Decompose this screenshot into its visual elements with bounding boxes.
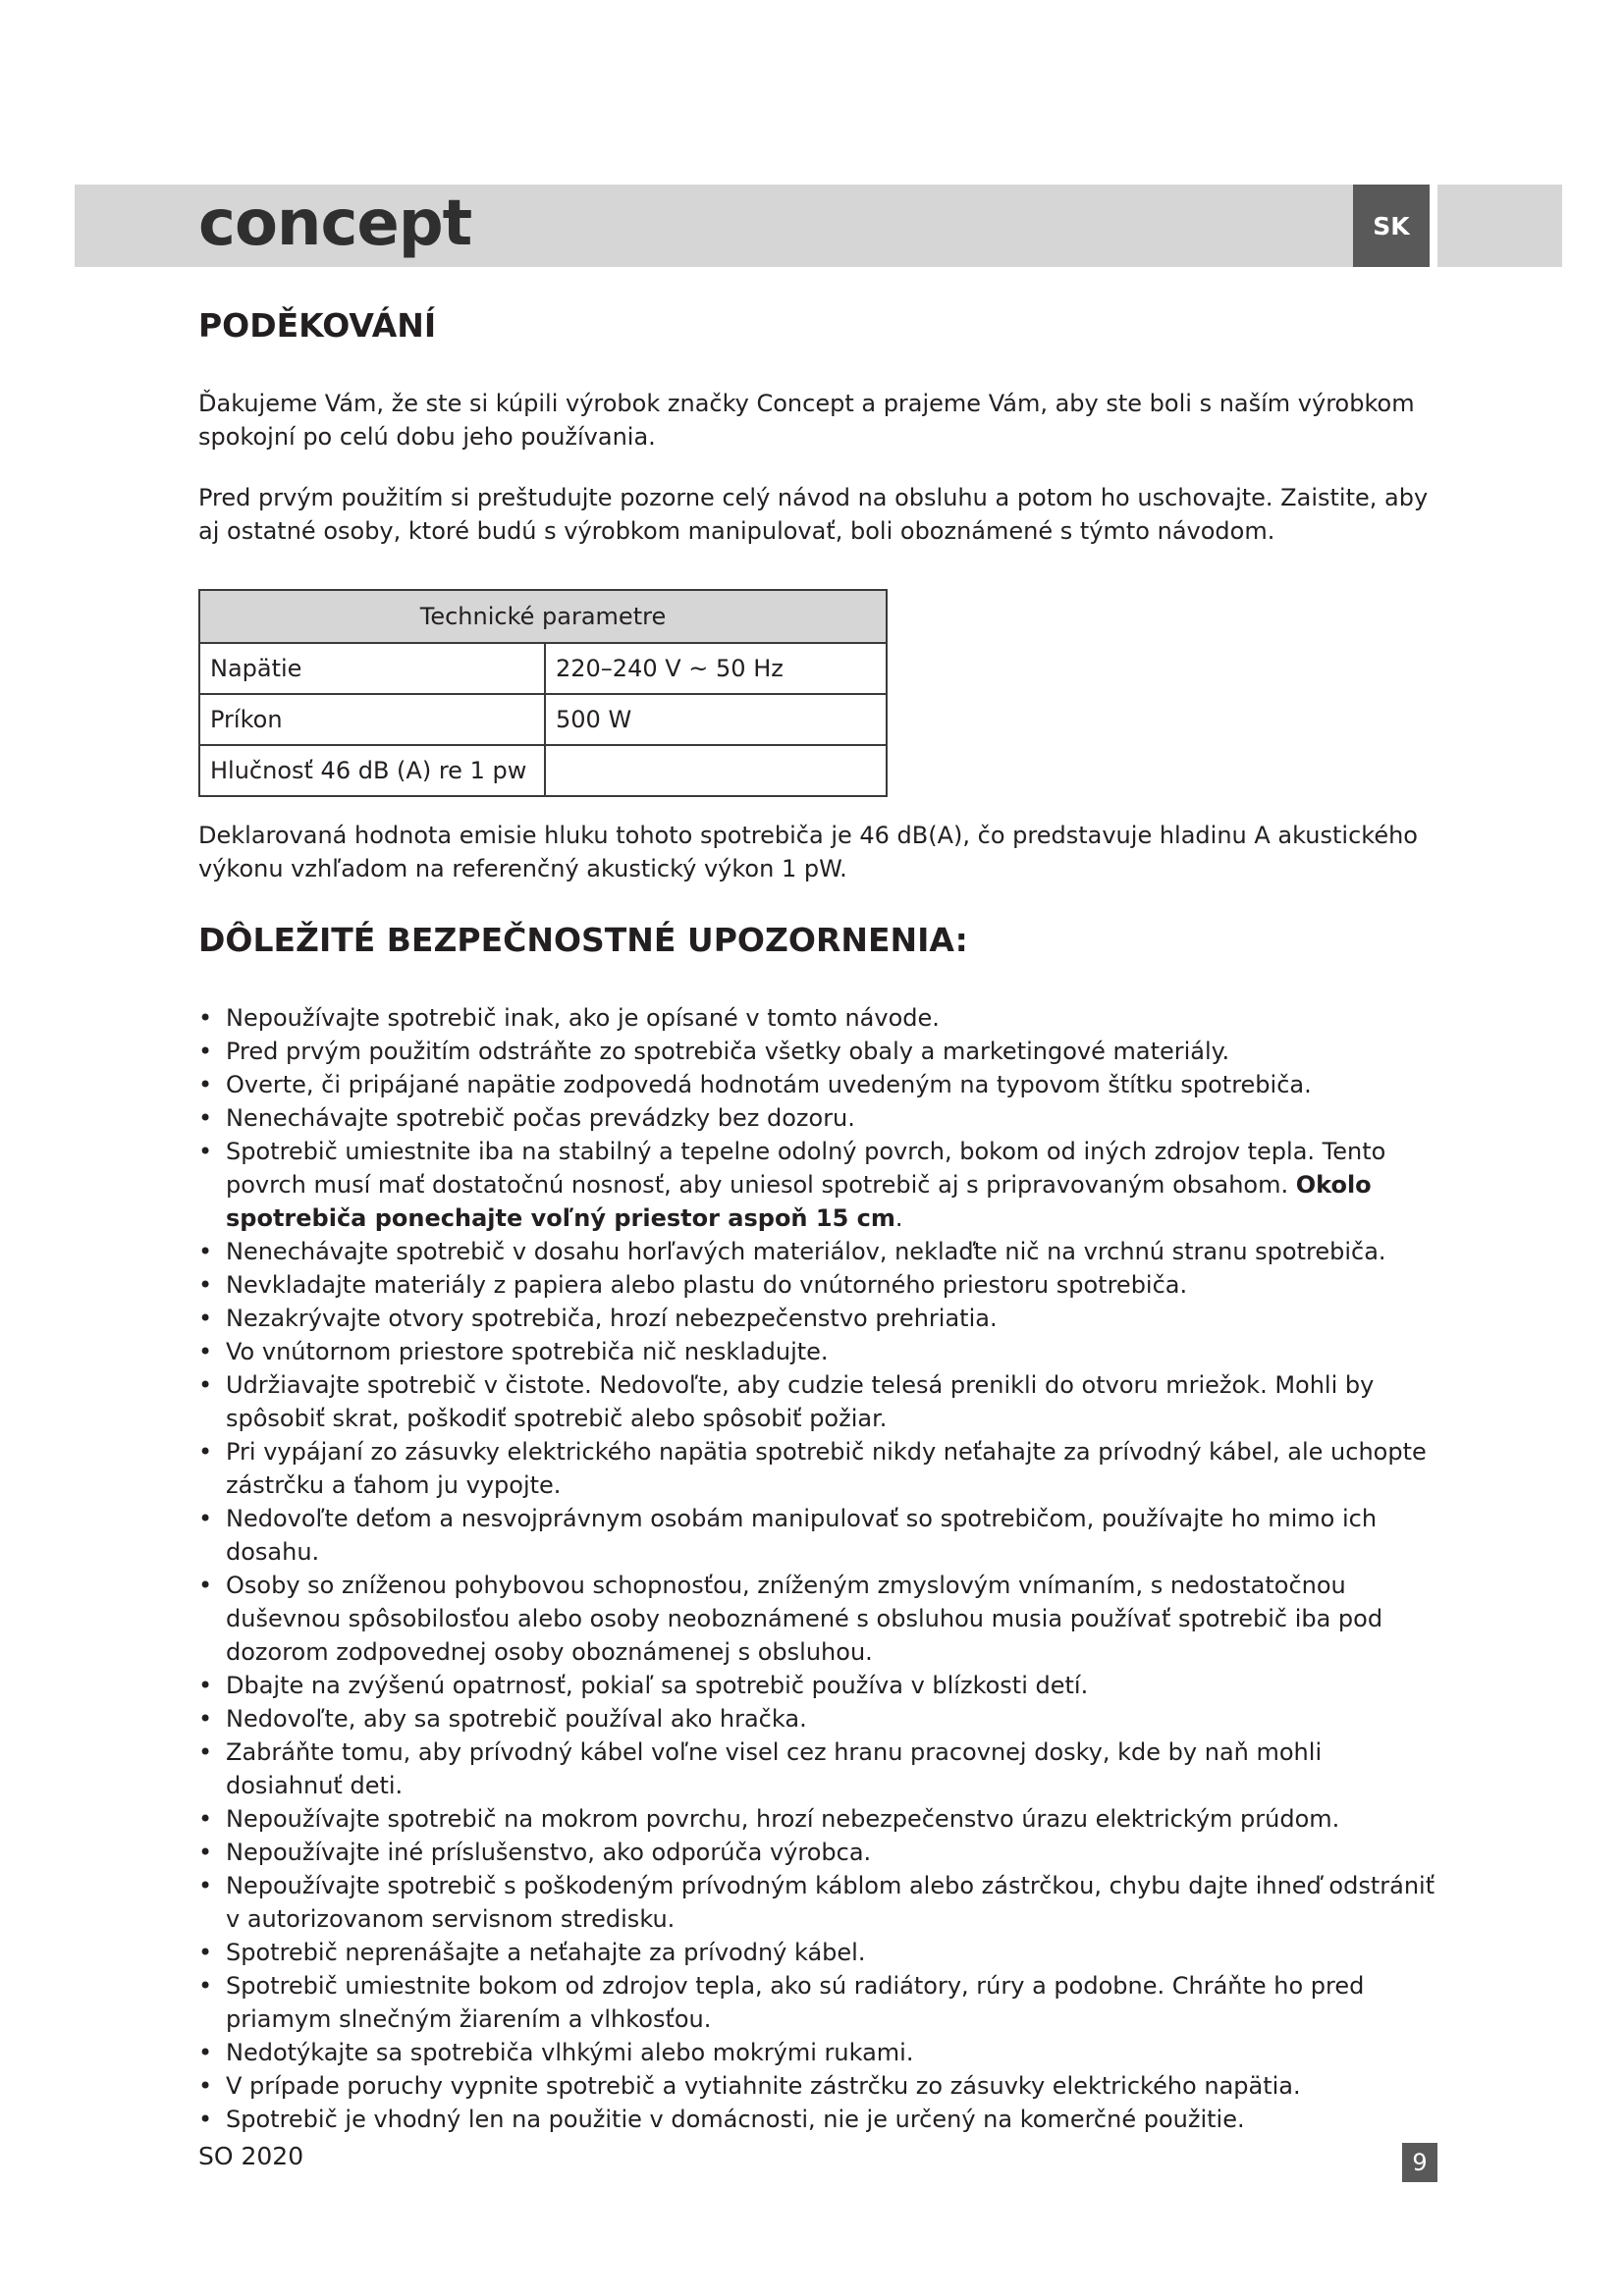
list-item [198,1101,1435,1135]
spec-table [198,589,888,797]
bullet-icon: • [198,1972,213,2000]
spec-value: 500 W [545,694,887,745]
spec-table-heading: Technické parametre [199,590,887,643]
safety-title: DÔLEŽITÉ BEZPEČNOSTNÉ UPOZORNENIA: [198,921,968,959]
bullet-icon: • [198,1505,213,1532]
bullet-icon: • [198,1738,213,1766]
bullet-icon: • [198,1438,213,1466]
list-item-text: Overte, či pripájané napätie zodpovedá hodnotám uvedeným na typovom štítku spotrebiča. [226,1071,1312,1098]
list-item [198,1569,1435,1669]
language-badge: SK [1353,185,1430,267]
list-item [198,1368,1435,1435]
list-item-emphasis: Okolo spotrebiča ponechajte voľný priestor aspoň 15 cm [226,1171,1372,1232]
spec-value [545,745,887,796]
bullet-icon: • [198,1839,213,1866]
list-item-text: Nevkladajte materiály z papiera alebo plastu do vnútorného priestoru spotrebiča. [226,1271,1188,1299]
list-item [198,2103,1435,2136]
list-item [198,1135,1435,1235]
list-item [198,2036,1435,2069]
list-item-text: Nepoužívajte spotrebič inak, ako je opísané v tomto návode. [226,1004,940,1032]
list-item-text: Nedovoľte, aby sa spotrebič používal ako hračka. [226,1705,807,1733]
concept-logo: concept [198,187,472,260]
list-item-text: Nepoužívajte spotrebič na mokrom povrchu, hrozí nebezpečenstvo úrazu elektrickým prúdom. [226,1805,1340,1833]
bullet-icon: • [198,1872,213,1899]
noise-note: Deklarovaná hodnota emisie hluku tohoto spotrebiča je 46 dB(A), čo predstavuje hladinu A akustického výkonu vzhľadom na referenčný akustický výkon 1 pW. [198,822,1418,882]
table-row [199,745,887,796]
list-item-text: Osoby so zníženou pohybovou schopnosťou, zníženým zmyslovým vnímaním, s nedostatočnou duševnou spôsobilosťou alebo osoby neoboznámené s obsluhou musia používať spotrebič iba pod dozorom zodpovednej osoby oboznámenej s obsluhou. [226,1572,1383,1666]
list-item [198,1735,1435,1802]
bullet-icon: • [198,1004,213,1032]
intro-paragraph-1: Ďakujeme Vám, že ste si kúpili výrobok značky Concept a prajeme Vám, aby ste boli s naším výrobkom spokojní po celú dobu jeho používania. [198,390,1415,451]
bullet-icon: • [198,1939,213,1966]
list-item [198,1001,1435,1035]
list-item-text: Nenechávajte spotrebič počas prevádzky bez dozoru. [226,1104,855,1132]
bullet-icon: • [198,2039,213,2066]
list-item [198,1268,1435,1302]
bullet-icon: • [198,2072,213,2100]
list-item [198,1068,1435,1101]
list-item [198,1869,1435,1936]
bullet-icon: • [198,1338,213,1365]
list-item-tail: . [894,1204,903,1232]
list-item [198,1502,1435,1569]
list-item-text: Spotrebič neprenášajte a neťahajte za prívodný kábel. [226,1939,866,1966]
list-item [198,1669,1435,1702]
list-item [198,1969,1435,2036]
bullet-icon: • [198,1271,213,1299]
table-row [199,694,887,745]
list-item-text: Pri vypájaní zo zásuvky elektrického napätia spotrebič nikdy neťahajte za prívodný kábel, ale uchopte zástrčku a ťahom ju vypojte. [226,1438,1427,1499]
list-item-text: Zabráňte tomu, aby prívodný kábel voľne visel cez hranu pracovnej dosky, kde by naň mohli dosiahnuť deti. [226,1738,1323,1799]
list-item-text: Vo vnútornom priestore spotrebiča nič neskladujte. [226,1338,829,1365]
list-item-text: Spotrebič umiestnite bokom od zdrojov tepla, ako sú radiátory, rúry a podobne. Chráňte ho pred priamym slnečným žiarením a vlhkosťou. [226,1972,1365,2033]
list-item-text: Dbajte na zvýšenú opatrnosť, pokiaľ sa spotrebič používa v blízkosti detí. [226,1672,1089,1699]
bullet-icon: • [198,1238,213,1265]
list-item [198,2069,1435,2103]
spec-label: Príkon [199,694,545,745]
safety-list [198,1001,1435,2136]
list-item-text: Nepoužívajte spotrebič s poškodeným prívodným káblom alebo zástrčkou, chybu dajte ihneď odstrániť v autorizovanom servisnom stredisku. [226,1872,1435,1933]
list-item [198,1235,1435,1268]
bullet-icon: • [198,1104,213,1132]
bullet-icon: • [198,1305,213,1332]
page-number: 9 [1402,2143,1437,2182]
list-item [198,1702,1435,1735]
intro-paragraph-2: Pred prvým použitím si preštudujte pozorne celý návod na obsluhu a potom ho uschovajte. Zaistite, aby aj ostatné osoby, ktoré budú s výrobkom manipulovať, boli oboznámené s týmto návodom. [198,484,1429,545]
table-row [199,643,887,694]
bullet-icon: • [198,1138,213,1165]
list-item [198,1802,1435,1836]
bullet-icon: • [198,1572,213,1599]
list-item-text: Nedotýkajte sa spotrebiča vlhkými alebo mokrými rukami. [226,2039,914,2066]
page-content [198,304,1435,2136]
bullet-icon: • [198,1672,213,1699]
list-item [198,1936,1435,1969]
bullet-icon: • [198,1071,213,1098]
list-item [198,1335,1435,1368]
list-item [198,1836,1435,1869]
spec-label: Hlučnosť 46 dB (A) re 1 pw [199,745,545,796]
list-item-text: Nenechávajte spotrebič v dosahu horľavých materiálov, neklaďte nič na vrchnú stranu spotrebiča. [226,1238,1386,1265]
list-item [198,1302,1435,1335]
intro-title: PODĚKOVÁNÍ [198,306,437,345]
list-item-text: Spotrebič je vhodný len na použitie v domácnosti, nie je určený na komerčné použitie. [226,2106,1245,2133]
header-divider [1430,185,1437,267]
list-item [198,1435,1435,1502]
spec-label: Napätie [199,643,545,694]
bullet-icon: • [198,1038,213,1065]
list-item-text: Nepoužívajte iné príslušenstvo, ako odporúča výrobca. [226,1839,872,1866]
bullet-icon: • [198,1705,213,1733]
list-item-text: V prípade poruchy vypnite spotrebič a vytiahnite zástrčku zo zásuvky elektrického napätia. [226,2072,1301,2100]
list-item-text: Nezakrývajte otvory spotrebiča, hrozí nebezpečenstvo prehriatia. [226,1305,998,1332]
model-code: SO 2020 [198,2142,304,2170]
list-item [198,1035,1435,1068]
bullet-icon: • [198,2106,213,2133]
bullet-icon: • [198,1805,213,1833]
list-item-text: Udržiavajte spotrebič v čistote. Nedovoľte, aby cudzie telesá prenikli do otvoru mriežok. Mohli by spôsobiť skrat, poškodiť spotrebič alebo spôsobiť požiar. [226,1371,1375,1432]
list-item-text: Nedovoľte deťom a nesvojprávnym osobám manipulovať so spotrebičom, používajte ho mimo ich dosahu. [226,1505,1378,1566]
spec-value: 220–240 V ~ 50 Hz [545,643,887,694]
list-item-text: Pred prvým použitím odstráňte zo spotrebiča všetky obaly a marketingové materiály. [226,1038,1230,1065]
bullet-icon: • [198,1371,213,1399]
list-item-text: Spotrebič umiestnite iba na stabilný a tepelne odolný povrch, bokom od iných zdrojov tepla. Tento povrch musí mať dostatočnú nosnosť, aby uniesol spotrebič aj s pripravovaným obsahom. [226,1138,1386,1199]
